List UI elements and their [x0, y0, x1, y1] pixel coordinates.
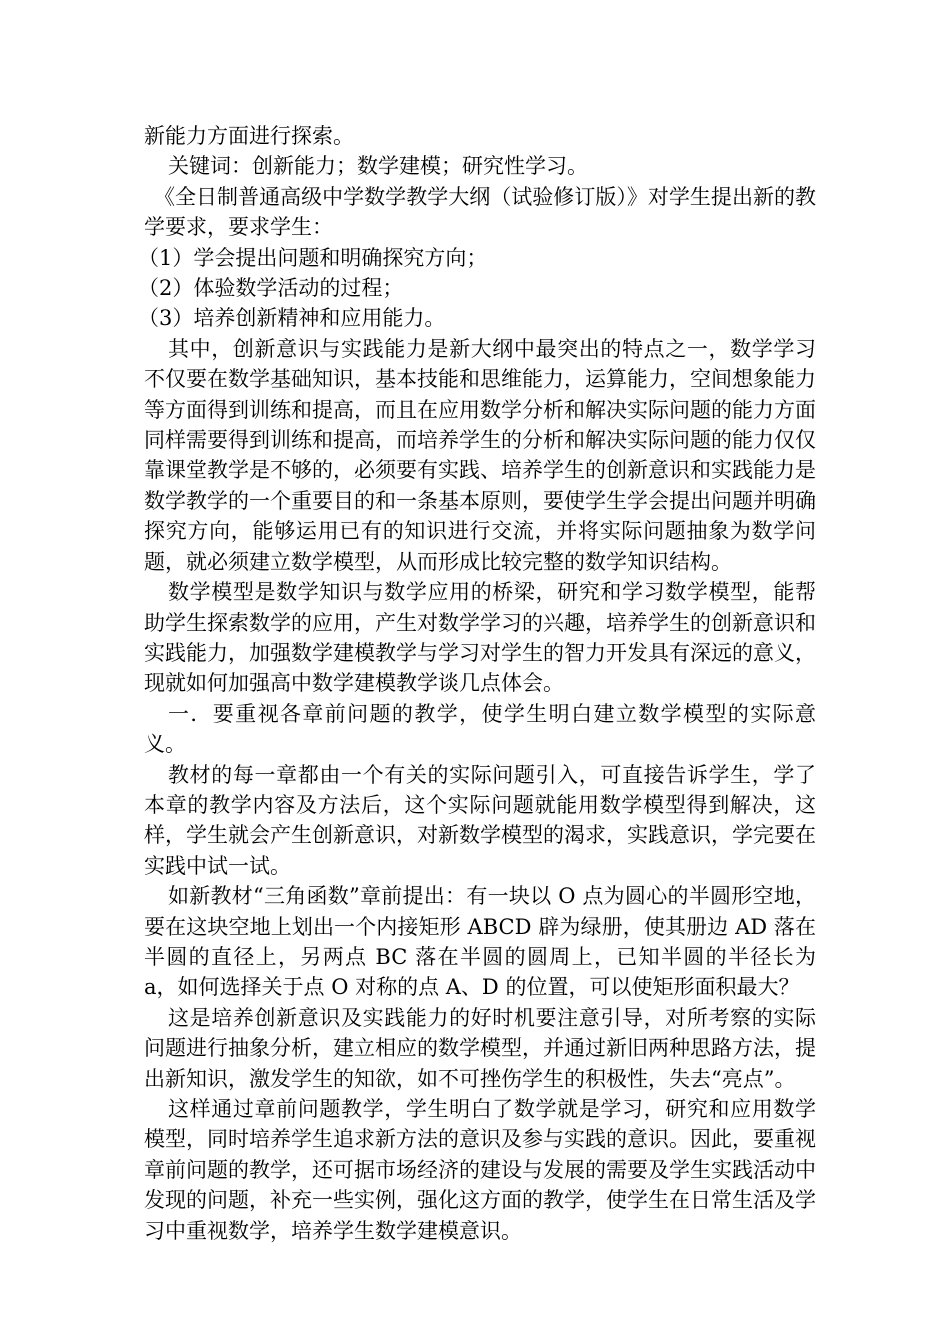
paragraph-textbook: 教材的每一章都由一个有关的实际问题引入，可直接告诉学生，学了本章的教学内容及方法后，这个实际问题就能用数学模型得到解决，这样，学生就会产生创新意识，对新数学模型的渴求，实践意识，学完要在实践中试一试。	[144, 762, 816, 878]
paragraph-opportunity: 这是培养创新意识及实践能力的好时机要注意引导，对所考察的实际问题进行抽象分析，建立相应的数学模型，并通过新旧两种思路方法，提出新知识，激发学生的知欲，如不可挫伤学生的积极性，失去“亮点”。	[144, 1005, 816, 1091]
list-item-1: （1）学会提出问题和明确探究方向；	[138, 245, 488, 270]
paragraph-example: 如新教材“三角函数”章前提出：有一块以 O 点为圆心的半圆形空地，要在这块空地上划出一个内接矩形 ABCD 辟为绿册，使其册边 AD 落在半圆的直径上，另两点 BC 落在半圆的圆周上，已知半圆的半径长为 a，如何选择关于点 O 对称的点 A、D 的位置，可以使矩形面积最大？	[144, 884, 816, 1000]
paragraph-keywords: 关键词：创新能力；数学建模；研究性学习。	[168, 154, 588, 179]
paragraph-conclusion: 这样通过章前问题教学，学生明白了数学就是学习，研究和应用数学模型，同时培养学生追求新方法的意识及参与实践的意识。因此，要重视章前问题的教学，还可据市场经济的建设与发展的需要及学生实践活动中发现的问题，补充一些实例，强化这方面的教学，使学生在日常生活及学习中重视数学，培养学生数学建模意识。	[144, 1097, 816, 1243]
list-item-2: （2）体验数学活动的过程；	[138, 276, 404, 301]
paragraph-syllabus: 《全日制普通高级中学数学教学大纲（试验修订版）》对学生提出新的教学要求，要求学生：	[144, 184, 816, 240]
paragraph-innovation: 其中，创新意识与实践能力是新大纲中最突出的特点之一，数学学习不仅要在数学基础知识，基本技能和思维能力，运算能力，空间想象能力等方面得到训练和提高，而且在应用数学分析和解决实际问题的能力方面同样需要得到训练和提高，而培养学生的分析和解决实际问题的能力仅仅靠课堂教学是不够的，必须要有实践、培养学生的创新意识和实践能力是数学教学的一个重要目的和一条基本原则，要使学生学会提出问题并明确探究方向，能够运用已有的知识进行交流，并将实际问题抽象为数学问题，就必须建立数学模型，从而形成比较完整的数学知识结构。	[144, 336, 816, 574]
paragraph-math-model: 数学模型是数学知识与数学应用的桥梁，研究和学习数学模型，能帮助学生探索数学的应用，产生对数学学习的兴趣，培养学生的创新意识和实践能力，加强数学建模教学与学习对学生的智力开发具有深远的意义，现就如何加强高中数学建模教学谈几点体会。	[144, 580, 816, 696]
paragraph-continuation: 新能力方面进行探索。	[144, 124, 354, 148]
section-heading-1: 一．要重视各章前问题的教学，使学生明白建立数学模型的实际意义。	[144, 701, 816, 757]
document-body	[138, 121, 816, 1246]
list-item-3: （3）培养创新精神和应用能力。	[138, 306, 446, 331]
